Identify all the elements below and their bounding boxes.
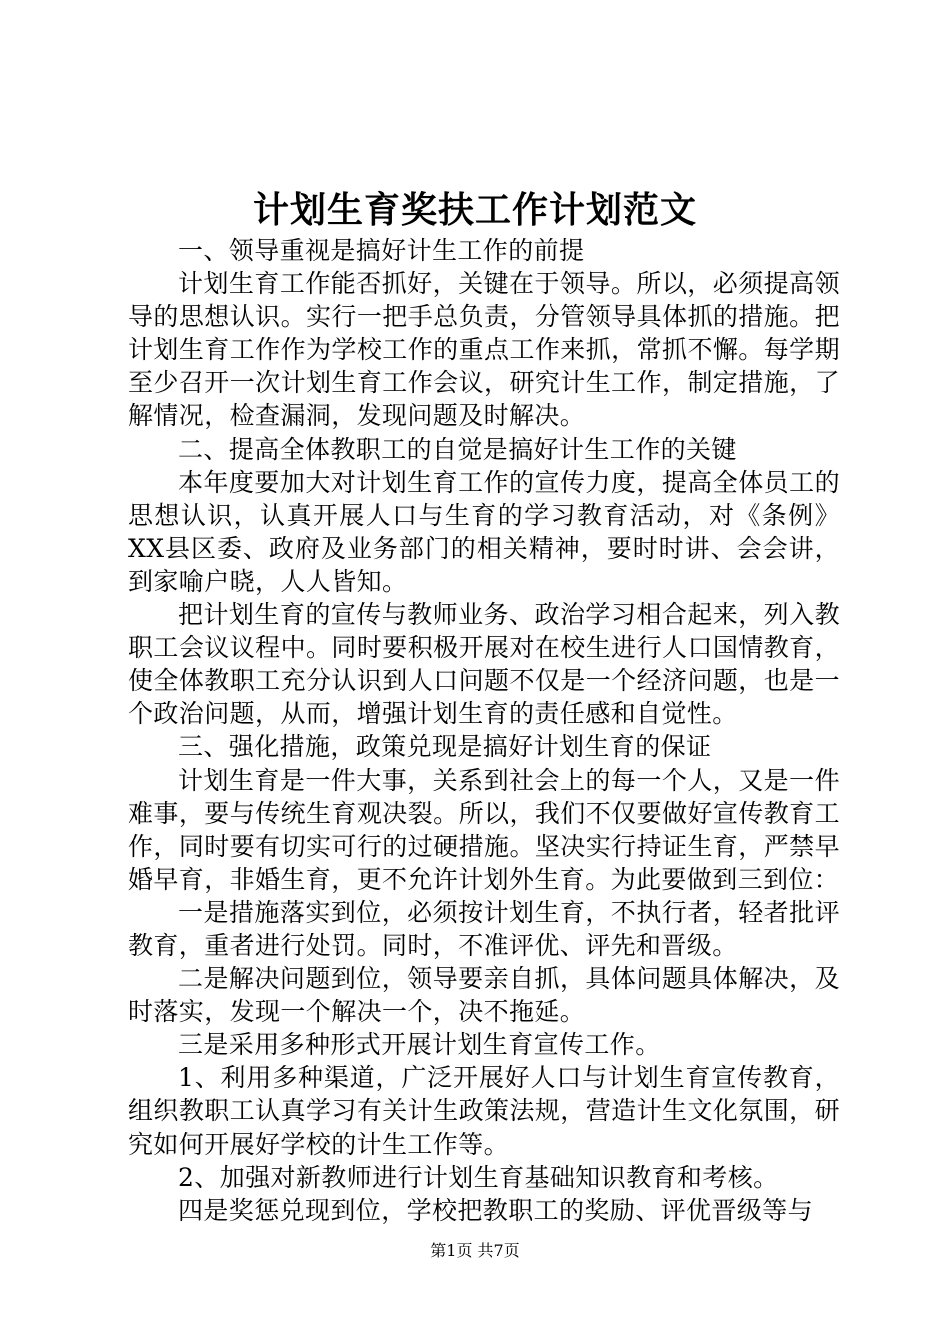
section-heading-3: 三、强化措施，政策兑现是搞好计划生育的保证 (178, 732, 712, 762)
list-item: 2、加强对新教师进行计划生育基础知识教育和考核。 (178, 1162, 779, 1192)
paragraph: 一是措施落实到位，必须按计划生育，不执行者，轻者批评教育，重者进行处罚。同时，不准评优、评先和晋级。 (128, 897, 840, 960)
list-item: 1、利用多种渠道，广泛开展好人口与计划生育宣传教育，组织教职工认真学习有关计生政策法规，营造计生文化氛围，研究如何开展好学校的计生工作等。 (128, 1063, 840, 1159)
paragraph: 二是解决问题到位，领导要亲自抓，具体问题具体解决，及时落实，发现一个解决一个，决不拖延。 (128, 964, 840, 1027)
document-body (128, 234, 840, 1227)
paragraph: 三是采用多种形式开展计划生育宣传工作。 (178, 1030, 661, 1060)
document-title: 计划生育奖扶工作计划范文 (252, 189, 697, 231)
page-indicator: 第1页 共7页 (430, 1241, 520, 1260)
section-heading-1: 一、领导重视是搞好计生工作的前提 (178, 236, 585, 265)
paragraph: 四是奖惩兑现到位，学校把教职工的奖励、评优晋级等与 (178, 1195, 814, 1225)
paragraph: 本年度要加大对计划生育工作的宣传力度，提高全体员工的思想认识，认真开展人口与生育的学习教育活动，对《条例》XX县区委、政府及业务部门的相关精神，要时时讲、会会讲，到家喻户晓，人人皆知。 (128, 467, 840, 596)
paragraph: 计划生育是一件大事，关系到社会上的每一个人，又是一件难事，要与传统生育观决裂。所以，我们不仅要做好宣传教育工作，同时要有切实可行的过硬措施。坚决实行持证生育，严禁早婚早育，非婚生育，更不允许计划外生育。为此要做到三到位： (128, 765, 840, 894)
paragraph: 把计划生育的宣传与教师业务、政治学习相合起来，列入教职工会议议程中。同时要积极开展对在校生进行人口国情教育，使全体教职工充分认识到人口问题不仅是一个经济问题，也是一个政治问题，从而，增强计划生育的责任感和自觉性。 (128, 600, 840, 729)
paragraph: 计划生育工作能否抓好，关键在于领导。所以，必须提高领导的思想认识。实行一把手总负责，分管领导具体抓的措施。把计划生育工作作为学校工作的重点工作来抓，常抓不懈。每学期至少召开一次计划生育工作会议，研究计生工作，制定措施，了解情况，检查漏洞，发现问题及时解决。 (128, 269, 840, 431)
section-heading-2: 二、提高全体教职工的自觉是搞好计生工作的关键 (178, 434, 737, 464)
